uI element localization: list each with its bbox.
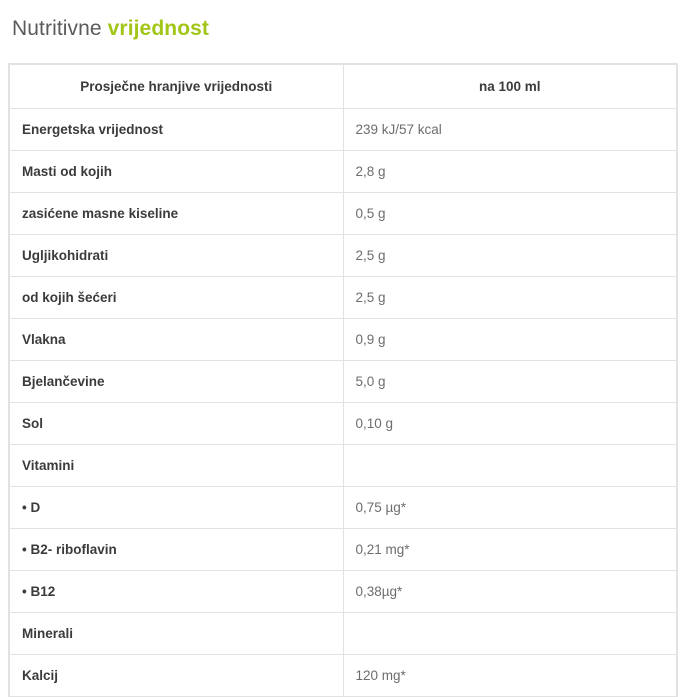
- table-row: [10, 571, 677, 613]
- row-value: 0,75 µg*: [343, 487, 677, 529]
- table-row: [10, 403, 677, 445]
- row-label: Masti od kojih: [10, 151, 344, 193]
- table-row: [10, 193, 677, 235]
- row-label: od kojih šećeri: [10, 277, 344, 319]
- row-label: Vlakna: [10, 319, 344, 361]
- row-value: 239 kJ/57 kcal: [343, 109, 677, 151]
- table-row: [10, 655, 677, 697]
- nutrition-table: [9, 64, 677, 697]
- row-label: Ugljikohidrati: [10, 235, 344, 277]
- table-row: [10, 487, 677, 529]
- row-value: 0,21 mg*: [343, 529, 677, 571]
- row-value: 2,5 g: [343, 277, 677, 319]
- table-row: [10, 235, 677, 277]
- row-label: zasićene masne kiseline: [10, 193, 344, 235]
- nutrition-table-container: [8, 63, 678, 697]
- row-value: 0,9 g: [343, 319, 677, 361]
- row-value: 0,10 g: [343, 403, 677, 445]
- table-row: [10, 151, 677, 193]
- row-value: 2,8 g: [343, 151, 677, 193]
- row-label: • B12: [10, 571, 344, 613]
- row-value: 0,38µg*: [343, 571, 677, 613]
- page-title: [0, 0, 686, 41]
- row-value: 5,0 g: [343, 361, 677, 403]
- row-label: Energetska vrijednost: [10, 109, 344, 151]
- page-title-highlight: vrijednost: [107, 17, 209, 40]
- row-value: [343, 445, 677, 487]
- row-value: 120 mg*: [343, 655, 677, 697]
- table-row: [10, 277, 677, 319]
- row-label: • B2- riboflavin: [10, 529, 344, 571]
- row-value: [343, 613, 677, 655]
- column-header-amount: na 100 ml: [343, 65, 677, 109]
- row-label: Minerali: [10, 613, 344, 655]
- table-header-row: [10, 65, 677, 109]
- table-body: [10, 109, 677, 697]
- table-row: [10, 613, 677, 655]
- row-label: Vitamini: [10, 445, 344, 487]
- table-row: [10, 319, 677, 361]
- table-row: [10, 445, 677, 487]
- table-row: [10, 361, 677, 403]
- row-label: Sol: [10, 403, 344, 445]
- row-label: Bjelančevine: [10, 361, 344, 403]
- column-header-nutrient: Prosječne hranjive vrijednosti: [10, 65, 344, 109]
- row-label: Kalcij: [10, 655, 344, 697]
- page-title-plain: Nutritivne: [12, 17, 108, 40]
- row-value: 0,5 g: [343, 193, 677, 235]
- table-row: [10, 529, 677, 571]
- table-row: [10, 109, 677, 151]
- row-label: • D: [10, 487, 344, 529]
- row-value: 2,5 g: [343, 235, 677, 277]
